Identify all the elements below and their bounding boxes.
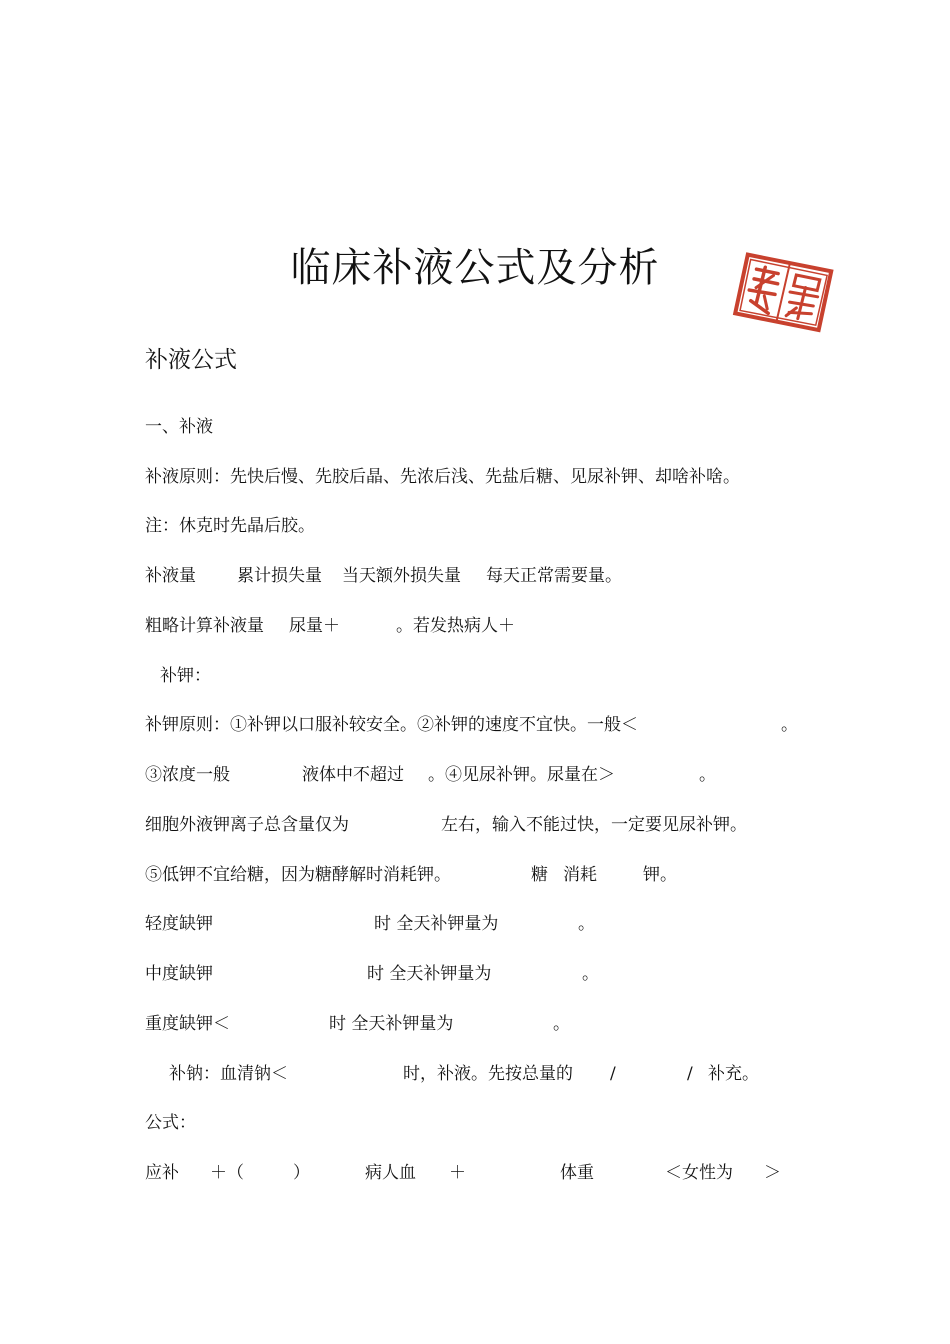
text-line xyxy=(145,760,865,790)
text-segment: 时，补液。先按总量的 xyxy=(403,1064,573,1084)
text-segment: 当天额外损失量 xyxy=(342,566,461,586)
text-segment: 中度缺钾 xyxy=(145,964,213,984)
text-segment: 补钾原则：①补钾以口服补较安全。②补钾的速度不宜快。一般＜ xyxy=(145,715,638,735)
text-line xyxy=(145,1009,865,1039)
subheading: 一、补液 xyxy=(145,417,213,437)
text-segment: 粗略计算补液量 xyxy=(145,616,264,636)
text-segment: ） xyxy=(293,1163,310,1183)
text-segment: 消耗 xyxy=(563,865,597,885)
text-segment: 补钠：血清钠＜ xyxy=(169,1064,288,1084)
text-line xyxy=(145,1059,865,1089)
text-segment: 重度缺钾＜ xyxy=(145,1014,230,1034)
text-line xyxy=(145,810,865,840)
text-segment: / xyxy=(610,1064,616,1084)
text-segment: 每天正常需要量。 xyxy=(486,566,622,586)
text-segment: 。 xyxy=(781,715,798,735)
text-segment: ＞ xyxy=(764,1163,781,1183)
text-line xyxy=(145,462,865,492)
text-segment: 时 全天补钾量为 xyxy=(367,964,492,984)
text-line xyxy=(145,561,865,591)
text-line xyxy=(145,959,865,989)
text-segment: 时 全天补钾量为 xyxy=(329,1014,454,1034)
text-segment: / xyxy=(687,1064,693,1084)
document-title: 临床补液公式及分析 xyxy=(290,245,660,291)
subheading: 补钾： xyxy=(160,666,211,686)
text-segment: 。 xyxy=(582,964,599,984)
text-line xyxy=(145,511,865,541)
text-segment: 液体中不超过 xyxy=(302,765,404,785)
text-segment: 应补 xyxy=(145,1163,179,1183)
text-segment: 左右，输入不能过快，一定要见尿补钾。 xyxy=(441,815,747,835)
text-segment: 补液量 xyxy=(145,566,196,586)
text-segment: 累计损失量 xyxy=(237,566,322,586)
text-segment: 。④见尿补钾。尿量在＞ xyxy=(428,765,615,785)
text-segment: 。若发热病人＋ xyxy=(396,616,515,636)
text-segment: 尿量＋ xyxy=(289,616,340,636)
text-segment: 注：休克时先晶后胶。 xyxy=(145,516,315,536)
text-segment: 轻度缺钾 xyxy=(145,914,213,934)
text-segment: 病人血 xyxy=(365,1163,416,1183)
text-segment: ＋ xyxy=(449,1163,466,1183)
text-line xyxy=(145,710,865,740)
text-line xyxy=(145,1108,865,1138)
text-segment: 补充。 xyxy=(708,1064,759,1084)
text-segment: 。 xyxy=(553,1014,570,1034)
text-line xyxy=(145,611,865,641)
text-segment: 。 xyxy=(578,914,595,934)
text-segment: ＜女性为 xyxy=(665,1163,733,1183)
text-line xyxy=(145,1158,865,1188)
text-line xyxy=(145,412,865,442)
text-line xyxy=(145,860,865,890)
text-segment: ⑤低钾不宜给糖，因为糖酵解时消耗钾。 xyxy=(145,865,451,885)
text-segment: ③浓度一般 xyxy=(145,765,230,785)
text-segment: 公式： xyxy=(145,1113,196,1133)
text-line xyxy=(145,909,865,939)
text-segment: ＋（ xyxy=(210,1163,244,1183)
text-segment: 。 xyxy=(699,765,716,785)
text-segment: 糖 xyxy=(531,865,548,885)
text-segment: 钾。 xyxy=(643,865,677,885)
text-segment: 体重 xyxy=(560,1163,594,1183)
text-segment: 补液原则：先快后慢、先胶后晶、先浓后浅、先盐后糖、见尿补钾、却啥补啥。 xyxy=(145,467,740,487)
text-segment: 时 全天补钾量为 xyxy=(374,914,499,934)
text-segment: 细胞外液钾离子总含量仅为 xyxy=(145,815,349,835)
section-heading: 补液公式 xyxy=(145,347,237,373)
text-line xyxy=(145,661,865,691)
red-seal-stamp-icon xyxy=(730,248,834,334)
